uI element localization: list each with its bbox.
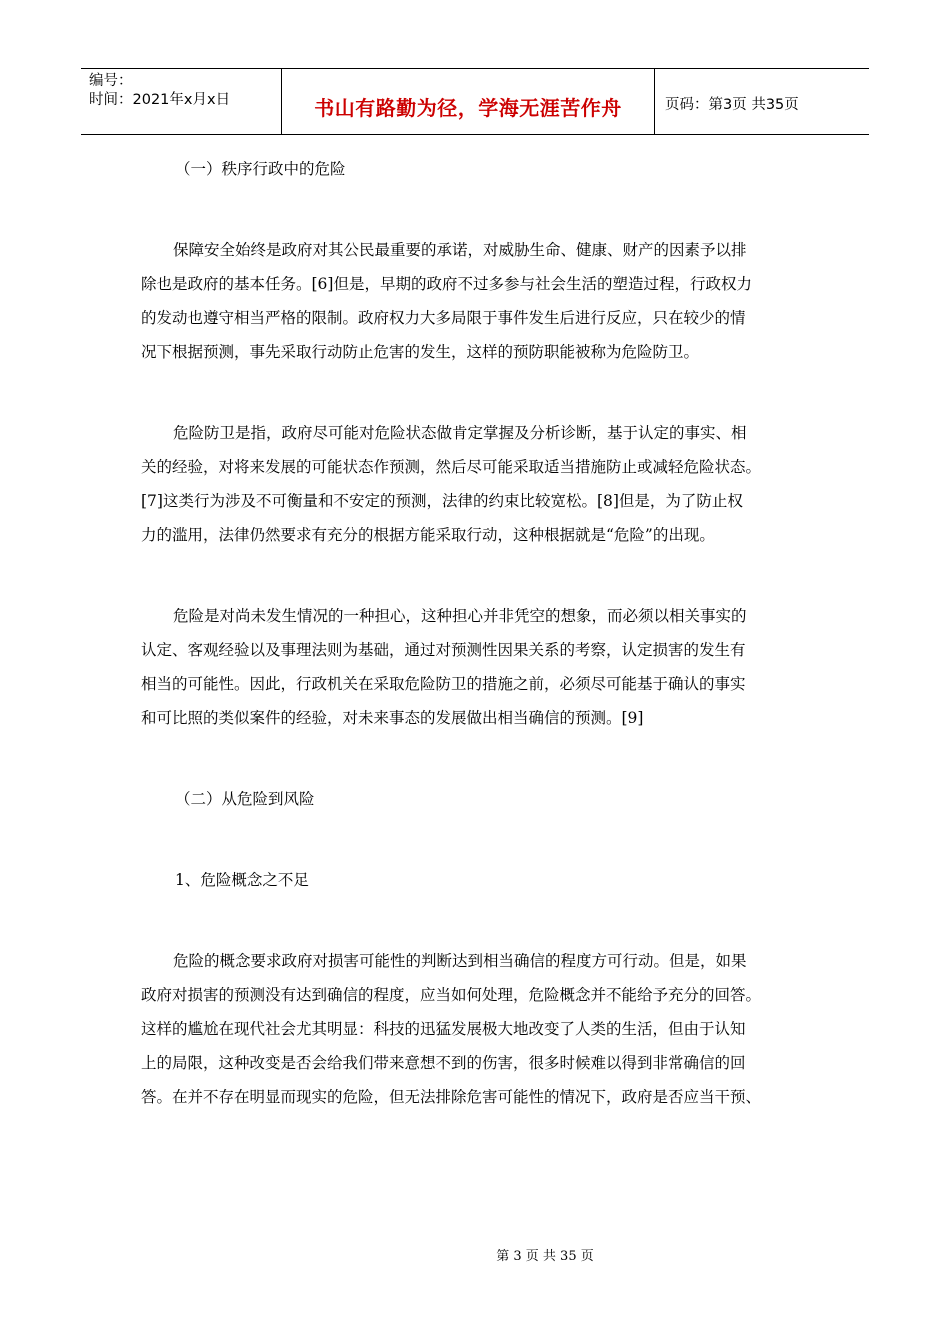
header-motto: 书山有路勤为径，学海无涯苦作舟 <box>282 69 655 134</box>
paragraph-line: 况下根据预测，事先采取行动防止危害的发生，这样的预防职能被称为危险防卫。 <box>141 343 700 361</box>
paragraph-line: 力的滥用，法律仍然要求有充分的根据方能采取行动，这种根据就是“危险”的出现。 <box>141 526 715 544</box>
section-heading-2: （二）从危险到风险 <box>175 790 315 808</box>
page-footer: 第 3 页 共 35 页 <box>496 1249 594 1264</box>
paragraph-line: [7]这类行为涉及不可衡量和不安定的预测，法律的约束比较宽松。[8]但是，为了防止权 <box>141 492 743 510</box>
paragraph-line: 答。在并不存在明显而现实的危险，但无法排除危害可能性的情况下，政府是否应当干预、 <box>141 1088 762 1106</box>
document-number-label: 编号： <box>89 73 133 89</box>
paragraph-3 <box>141 599 809 735</box>
header-page-info: 页码：第3页 共35页 <box>665 97 799 113</box>
paragraph-line: 危险是对尚未发生情况的一种担心，这种担心并非凭空的想象，而必须以相关事实的 <box>173 607 747 625</box>
section-heading-1: （一）秩序行政中的危险 <box>175 160 346 178</box>
paragraph-line: 关的经验，对将来发展的可能状态作预测，然后尽可能采取适当措施防止或减轻危险状态。 <box>141 458 762 476</box>
paragraph-line: 这样的尴尬在现代社会尤其明显：科技的迅猛发展极大地改变了人类的生活，但由于认知 <box>141 1020 746 1038</box>
paragraph-line: 除也是政府的基本任务。[6]但是，早期的政府不过多参与社会生活的塑造过程，行政权力 <box>141 275 752 293</box>
paragraph-line: 政府对损害的预测没有达到确信的程度，应当如何处理，危险概念并不能给予充分的回答。 <box>141 986 762 1004</box>
paragraph-line: 上的局限，这种改变是否会给我们带来意想不到的伤害，很多时候难以得到非常确信的回 <box>141 1054 746 1072</box>
subsection-heading-1: 1、危险概念之不足 <box>175 871 309 889</box>
document-date-label: 时间：2021年x月x日 <box>89 92 231 108</box>
paragraph-line: 的发动也遵守相当严格的限制。政府权力大多局限于事件发生后进行反应，只在较少的情 <box>141 309 746 327</box>
paragraph-1 <box>141 233 809 369</box>
header-meta <box>81 69 282 134</box>
document-body <box>141 152 809 1114</box>
paragraph-line: 保障安全始终是政府对其公民最重要的承诺，对威胁生命、健康、财产的因素予以排 <box>173 241 747 259</box>
paragraph-2 <box>141 416 809 552</box>
paragraph-line: 相当的可能性。因此，行政机关在采取危险防卫的措施之前，必须尽可能基于确认的事实 <box>141 675 746 693</box>
paragraph-line: 危险的概念要求政府对损害可能性的判断达到相当确信的程度方可行动。但是，如果 <box>173 952 747 970</box>
paragraph-line: 认定、客观经验以及事理法则为基础，通过对预测性因果关系的考察，认定损害的发生有 <box>141 641 746 659</box>
paragraph-4 <box>141 944 809 1114</box>
paragraph-line: 危险防卫是指，政府尽可能对危险状态做肯定掌握及分析诊断，基于认定的事实、相 <box>173 424 747 442</box>
paragraph-line: 和可比照的类似案件的经验，对未来事态的发展做出相当确信的预测。[9] <box>141 709 644 727</box>
page-header <box>81 68 869 135</box>
